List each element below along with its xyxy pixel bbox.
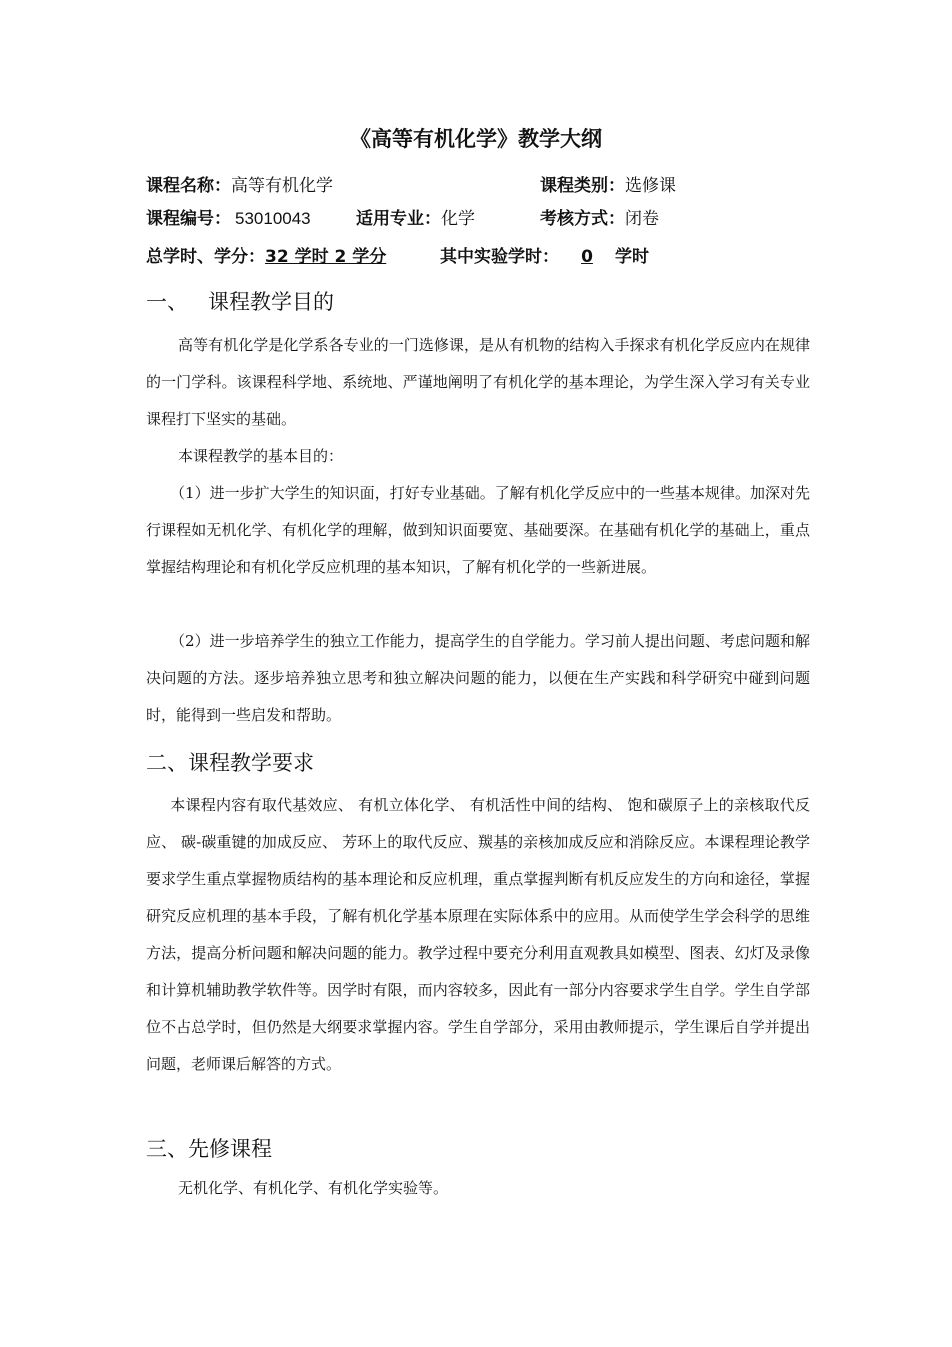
hours-value: 32 学时 2 学分 <box>265 247 387 267</box>
section-1-paragraph-3: （1）进一步扩大学生的知识面，打好专业基础。了解有机化学反应中的一些基本规律。加深对先行课程如无机化学、有机化学的理解，做到知识面要宽、基础要深。在基础有机化学的基础上，重点掌握结构理论和有机化学反应机理的基本知识，了解有机化学的一些新进展。 <box>146 484 810 576</box>
course-type-label: 课程类别： <box>540 176 625 196</box>
section-3-paragraph-1: 无机化学、有机化学、有机化学实验等。 <box>178 1179 449 1197</box>
lab-hours-value: 0 <box>581 247 593 267</box>
lab-hours-label: 其中实验学时： <box>440 247 559 267</box>
exam-label: 考核方式： <box>540 209 625 229</box>
info-row-2 <box>146 207 311 231</box>
info-row-1 <box>146 174 333 198</box>
section-2-heading <box>146 748 314 778</box>
document-title: 《高等有机化学》教学大纲 <box>350 127 602 151</box>
section-1-heading <box>146 287 334 317</box>
section-2-number: 二、 <box>146 751 188 775</box>
info-course-type <box>540 174 676 198</box>
info-row-3 <box>146 245 386 269</box>
exam-value: 闭卷 <box>625 209 659 229</box>
section-2-paragraph-1: 本课程内容有取代基效应、 有机立体化学、 有机活性中间的结构、 饱和碳原子上的亲核取代反应、 碳-碳重键的加成反应、 芳环上的取代反应、羰基的亲核加成反应和消除反应。本课程理论教学要求学生重点掌握物质结构的基本理论和反应机理，重点掌握判断有机反应发生的方向和途径，掌握研究反应机理的基本手段，了解有机化学基本原理在实际体系中的应用。从而使学生学会科学的思维方法，提高分析问题和解决问题的能力。教学过程中要充分利用直观教具如模型、图表、幻灯及录像和计算机辅助教学软件等。因学时有限，而内容较多，因此有一部分内容要求学生自学。学生自学部位不占总学时，但仍然是大纲要求掌握内容。学生自学部分，采用由教师提示，学生课后自学并提出问题，老师课后解答的方式。 <box>146 796 810 1073</box>
info-lab <box>440 245 649 269</box>
hours-label: 总学时、学分： <box>146 247 265 267</box>
major-label: 适用专业： <box>356 209 441 229</box>
section-3-number: 三、 <box>146 1137 188 1161</box>
section-1-paragraph-4: （2）进一步培养学生的独立工作能力，提高学生的自学能力。学习前人提出问题、考虑问题和解决问题的方法。逐步培养独立思考和独立解决问题的能力，以便在生产实践和科学研究中碰到问题时，能得到一些启发和帮助。 <box>146 632 810 724</box>
info-exam <box>540 207 659 231</box>
section-3-heading <box>146 1134 272 1164</box>
course-name-label: 课程名称： <box>146 176 231 196</box>
info-major <box>356 207 475 231</box>
section-1-number: 一、 <box>146 290 188 314</box>
course-code-label: 课程编号： <box>146 209 231 229</box>
section-3-title: 先修课程 <box>188 1137 272 1161</box>
course-type-value: 选修课 <box>625 176 676 196</box>
lab-hours-unit: 学时 <box>615 247 649 267</box>
course-code-value: 53010043 <box>235 209 311 228</box>
major-value: 化学 <box>441 209 475 229</box>
course-name-value: 高等有机化学 <box>231 176 333 196</box>
section-1-paragraph-2: 本课程教学的基本目的： <box>178 447 344 465</box>
section-1-title: 课程教学目的 <box>208 290 334 314</box>
section-1-paragraph-1: 高等有机化学是化学系各专业的一门选修课，是从有机物的结构入手探求有机化学反应内在规律的一门学科。该课程科学地、系统地、严谨地阐明了有机化学的基本理论，为学生深入学习有关专业课程打下坚实的基础。 <box>146 336 810 428</box>
section-2-title: 课程教学要求 <box>188 751 314 775</box>
